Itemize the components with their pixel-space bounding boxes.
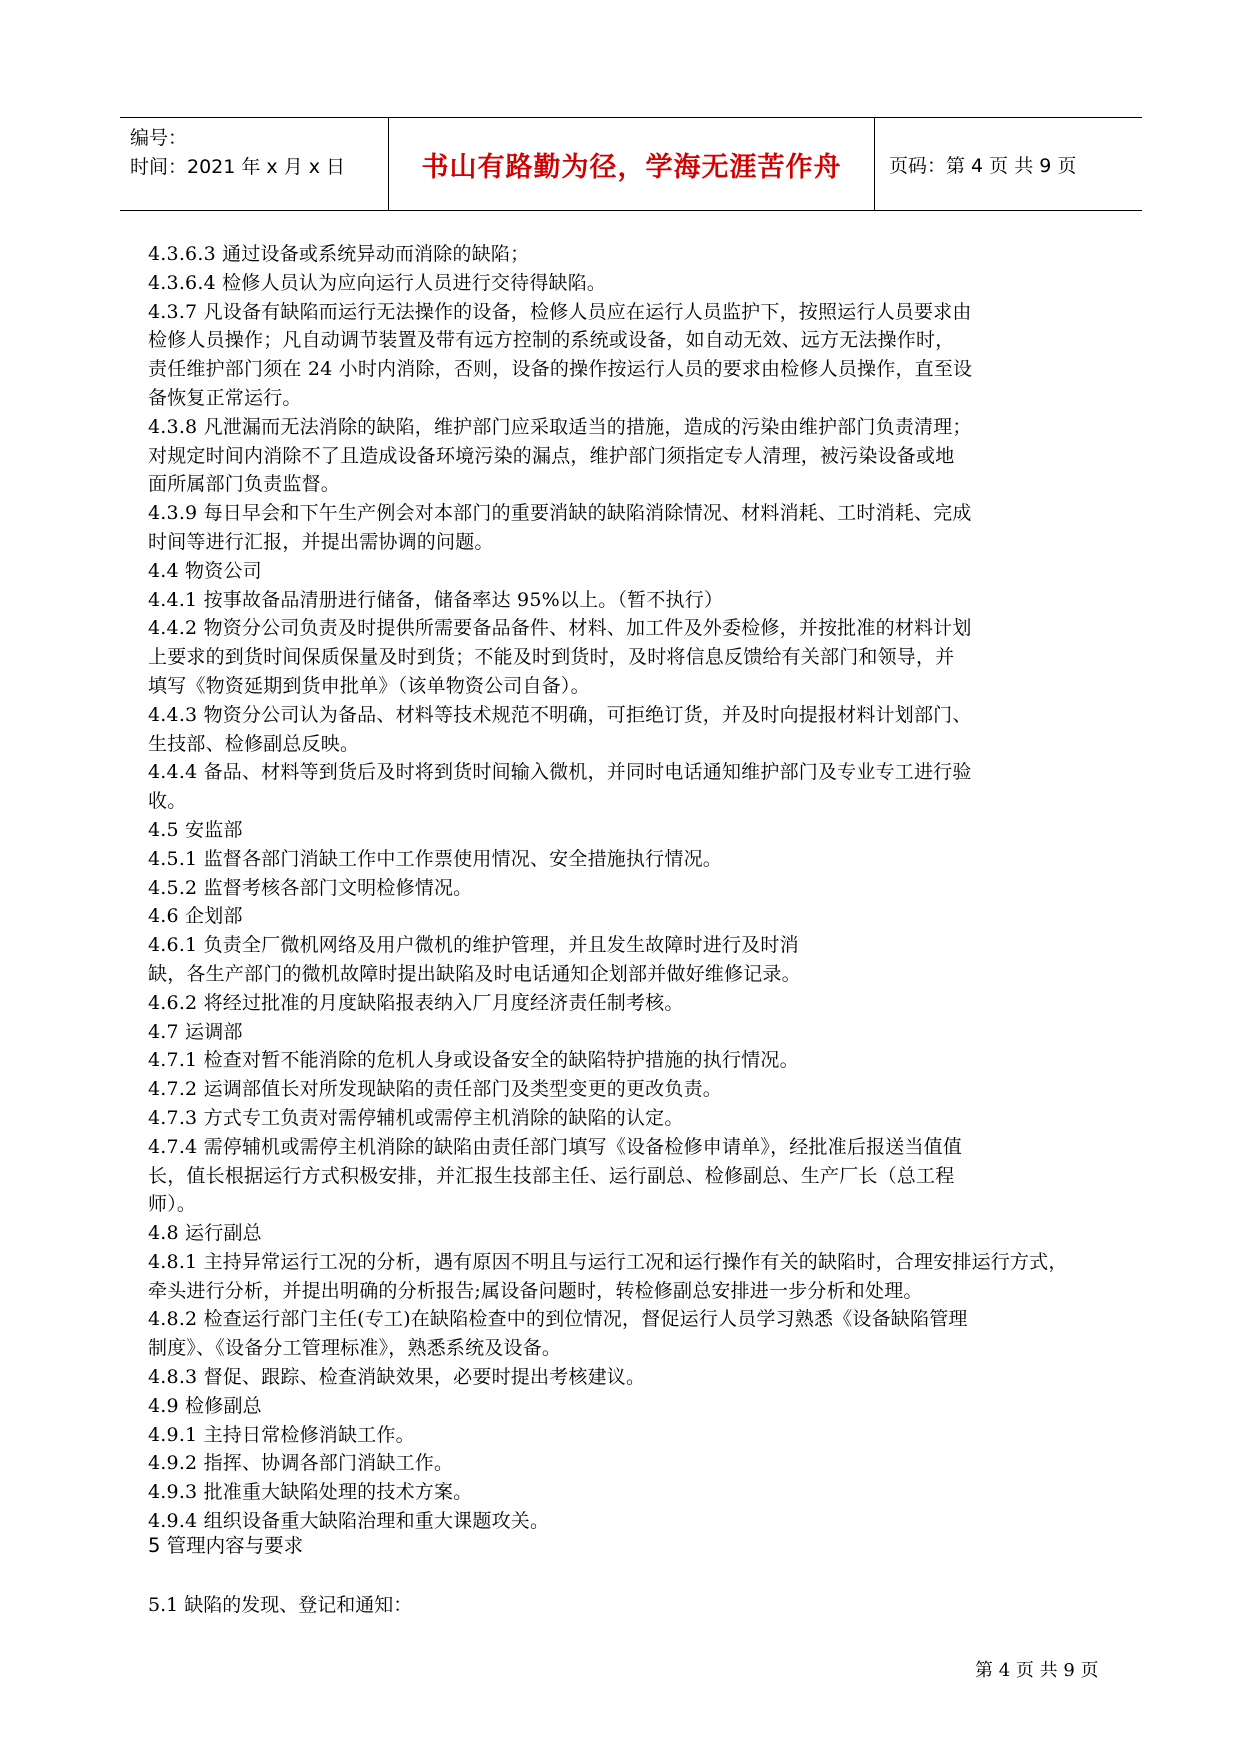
body-line: 4.8.3 督促、跟踪、检查消缺效果，必要时提出考核建议。 [148, 1366, 646, 1389]
body-line: 4.7.1 检查对暂不能消除的危机人身或设备安全的缺陷特护措施的执行情况。 [148, 1049, 799, 1072]
body-line: 4.9.2 指挥、协调各部门消缺工作。 [148, 1452, 454, 1475]
body-line: 责任维护部门须在 24 小时内消除，否则，设备的操作按运行人员的要求由检修人员操作，直至设 [148, 358, 973, 381]
body-line: 4.4.3 物资分公司认为备品、材料等技术规范不明确，可拒绝订货，并及时向提报材料计划部门、 [148, 703, 972, 726]
body-line: 4.3.7 凡设备有缺陷而运行无法操作的设备，检修人员应在运行人员监护下，按照运行人员要求由 [148, 300, 972, 323]
body-line: 4.6.2 将经过批准的月度缺陷报表纳入厂月度经济责任制考核。 [148, 991, 684, 1014]
body-line: 4.4.4 备品、材料等到货后及时将到货时间输入微机，并同时电话通知维护部门及专业专工进行验 [148, 761, 972, 784]
body-line: 生技部、检修副总反映。 [148, 732, 360, 755]
body-line: 4.5 安监部 [148, 818, 243, 841]
header-page-number: 页码：第 4 页 共 9 页 [889, 154, 1077, 177]
header-meta [120, 118, 388, 210]
body-line: 缺，各生产部门的微机故障时提出缺陷及时电话通知企划部并做好维修记录。 [148, 962, 801, 985]
body-line: 4.3.6.4 检修人员认为应向运行人员进行交待得缺陷。 [148, 271, 607, 294]
body-line: 4.7.2 运调部值长对所发现缺陷的责任部门及类型变更的更改负责。 [148, 1078, 722, 1101]
body-line: 面所属部门负责监督。 [148, 473, 341, 496]
body-line: 牵头进行分析，并提出明确的分析报告;属设备问题时，转检修副总安排进一步分析和处理。 [148, 1279, 923, 1302]
document-time-label: 时间：2021 年 x 月 x 日 [130, 156, 346, 178]
body-line: 4.9.4 组织设备重大缺陷治理和重大课题攻关。 [148, 1510, 550, 1533]
body-line: 4.8.2 检查运行部门主任(专工)在缺陷检查中的到位情况，督促运行人员学习熟悉《设备缺陷管理 [148, 1308, 968, 1331]
body-line: 4.9 检修副总 [148, 1394, 262, 1417]
body-line: 时间等进行汇报，并提出需协调的问题。 [148, 530, 494, 553]
body-line: 4.8 运行副总 [148, 1222, 262, 1245]
document-number-label: 编号： [130, 127, 188, 149]
header-motto: 书山有路勤为径，学海无涯苦作舟 [388, 118, 875, 210]
body-line: 对规定时间内消除不了且造成设备环境污染的漏点，维护部门须指定专人清理，被污染设备或地 [148, 444, 955, 467]
page-header [120, 117, 1142, 211]
body-line: 4.8.1 主持异常运行工况的分析，遇有原因不明且与运行工况和运行操作有关的缺陷时，合理安排运行方式， [148, 1250, 1068, 1273]
page-footer: 第 4 页 共 9 页 [975, 1660, 1099, 1681]
body-line: 师）。 [148, 1193, 197, 1216]
section-5-heading: 5 管理内容与要求 [148, 1534, 304, 1557]
body-line: 4.6 企划部 [148, 905, 243, 928]
body-line: 检修人员操作；凡自动调节装置及带有远方控制的系统或设备，如自动无效、远方无法操作时， [148, 329, 955, 352]
body-line: 4.7.4 需停辅机或需停主机消除的缺陷由责任部门填写《设备检修申请单》，经批准后报送当值值 [148, 1135, 963, 1158]
body-line: 填写《物资延期到货申批单》（该单物资公司自备）。 [148, 674, 590, 697]
body-line: 4.7.3 方式专工负责对需停辅机或需停主机消除的缺陷的认定。 [148, 1106, 684, 1129]
body-line: 制度》、《设备分工管理标准》，熟悉系统及设备。 [148, 1337, 562, 1360]
body-line: 4.9.1 主持日常检修消缺工作。 [148, 1423, 415, 1446]
body-line: 4.3.9 每日早会和下午生产例会对本部门的重要消缺的缺陷消除情况、材料消耗、工时消耗、完成 [148, 502, 972, 525]
body-line: 上要求的到货时间保质保量及时到货；不能及时到货时，及时将信息反馈给有关部门和领导，并 [148, 646, 955, 669]
body-line: 长，值长根据运行方式积极安排，并汇报生技部主任、运行副总、检修副总、生产厂长（总工程 [148, 1164, 955, 1187]
subsection-5-1-heading: 5.1 缺陷的发现、登记和通知： [148, 1594, 413, 1616]
body-line: 4.7 运调部 [148, 1020, 243, 1043]
body-line: 4.6.1 负责全厂微机网络及用户微机的维护管理，并且发生故障时进行及时消 [148, 934, 799, 957]
body-line: 4.4.1 按事故备品清册进行储备，储备率达 95%以上。（暂不执行） [148, 588, 724, 611]
body-line: 收。 [148, 790, 187, 813]
body-line: 4.5.1 监督各部门消缺工作中工作票使用情况、安全措施执行情况。 [148, 847, 722, 870]
body-line: 4.4.2 物资分公司负责及时提供所需要备品备件、材料、加工件及外委检修，并按批准的材料计划 [148, 617, 972, 640]
body-line: 4.3.8 凡泄漏而无法消除的缺陷，维护部门应采取适当的措施，造成的污染由维护部门负责清理； [148, 415, 972, 438]
document-body [148, 240, 1118, 1536]
body-line: 4.9.3 批准重大缺陷处理的技术方案。 [148, 1481, 473, 1504]
body-line: 4.4 物资公司 [148, 559, 262, 582]
body-line: 备恢复正常运行。 [148, 386, 302, 409]
body-line: 4.5.2 监督考核各部门文明检修情况。 [148, 876, 473, 899]
body-line: 4.3.6.3 通过设备或系统异动而消除的缺陷； [148, 243, 530, 265]
